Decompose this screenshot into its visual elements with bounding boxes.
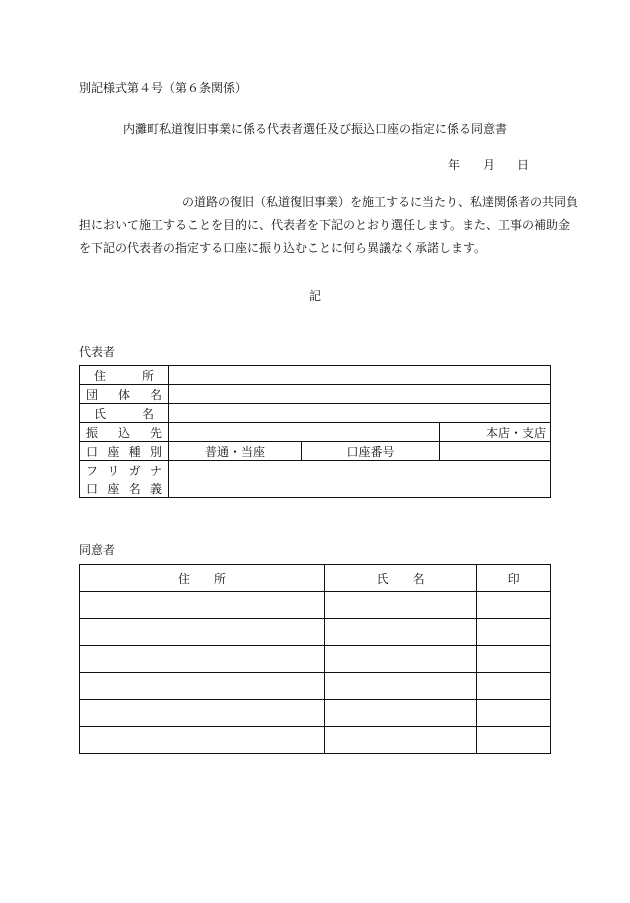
table-row xyxy=(80,619,551,646)
name-label: 氏 名 xyxy=(80,404,169,423)
account-holder-label: 口 座 名 義 xyxy=(80,479,169,498)
date-month-label: 月 xyxy=(483,158,496,172)
address-label: 住 所 xyxy=(80,366,169,385)
table-row xyxy=(80,385,551,404)
consenter-seal-cell[interactable] xyxy=(477,592,551,619)
name-field[interactable] xyxy=(169,404,551,423)
date-day-label: 日 xyxy=(517,158,530,172)
table-row xyxy=(80,592,551,619)
account-number-field[interactable] xyxy=(440,442,551,461)
account-number-label: 口座番号 xyxy=(302,442,440,461)
consenter-name-cell[interactable] xyxy=(324,646,476,673)
consenter-address-cell[interactable] xyxy=(80,700,325,727)
branch-field[interactable] xyxy=(440,423,551,442)
consent-statement xyxy=(79,191,579,260)
table-row xyxy=(80,700,551,727)
consenter-address-cell[interactable] xyxy=(80,619,325,646)
document-title: 内灘町私道復旧事業に係る代表者選任及び振込口座の指定に係る同意書 xyxy=(122,122,507,136)
consenter-seal-cell[interactable] xyxy=(477,619,551,646)
table-row xyxy=(80,461,551,480)
seal-column-header: 印 xyxy=(477,565,551,592)
account-holder-field[interactable] xyxy=(169,461,551,498)
ki-heading: 記 xyxy=(308,289,321,303)
account-type-value: 普通・当座 xyxy=(204,444,265,459)
consenter-address-cell[interactable] xyxy=(80,646,325,673)
table-row xyxy=(80,673,551,700)
address-column-header: 住 所 xyxy=(80,565,325,592)
table-row xyxy=(80,404,551,423)
consenters-heading: 同意者 xyxy=(79,543,116,557)
bank-label: 振 込 先 xyxy=(80,423,169,442)
table-row xyxy=(80,646,551,673)
bank-name-field[interactable] xyxy=(169,423,440,442)
consenter-seal-cell[interactable] xyxy=(477,673,551,700)
consenter-address-cell[interactable] xyxy=(80,673,325,700)
statement-line: を下記の代表者の指定する口座に振り込むことに何ら異議なく承諾します。 xyxy=(79,241,487,255)
consenter-name-cell[interactable] xyxy=(324,700,476,727)
consenter-address-cell[interactable] xyxy=(80,592,325,619)
branch-label: 本店・支店 xyxy=(485,425,546,440)
table-row xyxy=(80,366,551,385)
consenter-name-cell[interactable] xyxy=(324,673,476,700)
account-type-field[interactable] xyxy=(169,442,302,461)
consenter-seal-cell[interactable] xyxy=(477,700,551,727)
group-name-label: 団 体 名 xyxy=(80,385,169,404)
consenter-name-cell[interactable] xyxy=(324,592,476,619)
table-row xyxy=(80,727,551,754)
consenter-seal-cell[interactable] xyxy=(477,727,551,754)
statement-line: の道路の復旧（私道復旧事業）を施工するに当たり、私達関係者の共同負 xyxy=(182,195,579,209)
group-name-field[interactable] xyxy=(169,385,551,404)
table-row xyxy=(80,423,551,442)
statement-line: 担において施工することを目的に、代表者を下記のとおり選任します。また、工事の補助金 xyxy=(79,218,571,232)
consenter-address-cell[interactable] xyxy=(80,727,325,754)
account-type-label: 口 座 種 別 xyxy=(80,442,169,461)
name-column-header: 氏 名 xyxy=(324,565,476,592)
furigana-label: フ リ ガ ナ xyxy=(80,461,169,480)
form-number: 別記様式第４号（第６条関係） xyxy=(79,81,248,95)
table-header-row xyxy=(80,565,551,592)
consenter-name-cell[interactable] xyxy=(324,619,476,646)
address-field[interactable] xyxy=(169,366,551,385)
consenters-table xyxy=(79,564,551,754)
representative-heading: 代表者 xyxy=(79,345,116,359)
date-year-label: 年 xyxy=(448,158,461,172)
consenter-seal-cell[interactable] xyxy=(477,646,551,673)
consenter-name-cell[interactable] xyxy=(324,727,476,754)
representative-table xyxy=(79,365,551,498)
table-row xyxy=(80,442,551,461)
